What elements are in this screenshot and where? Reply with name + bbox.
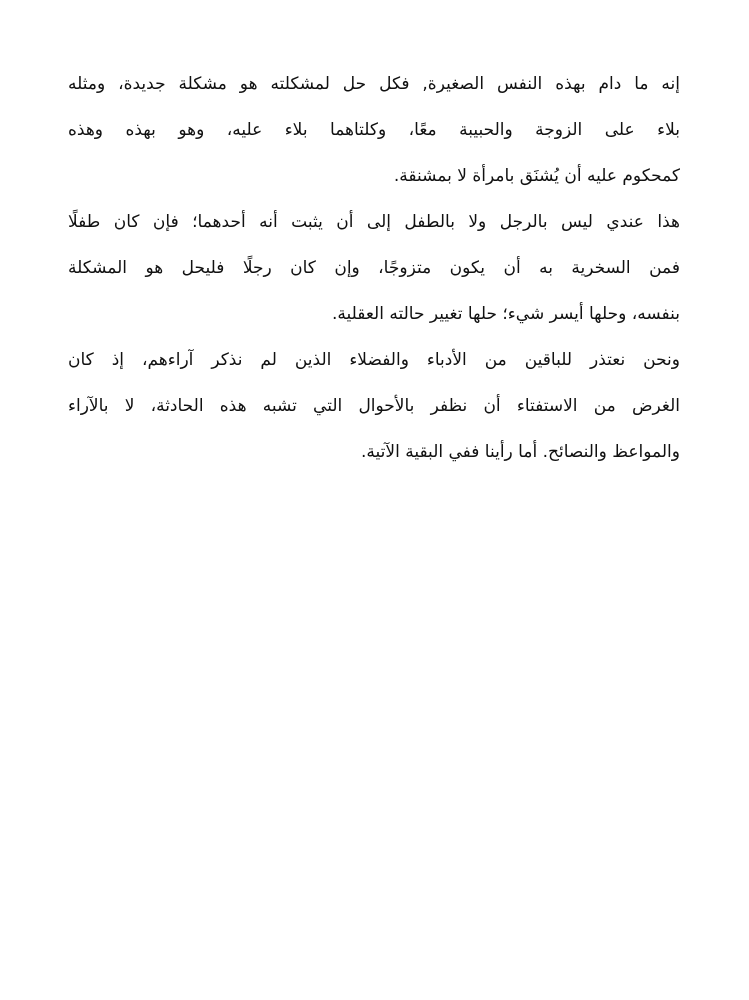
text-line: ونحن نعتذر للباقين من الأدباء والفضلاء الذين لم نذكر آراءهم، إذ كان	[68, 350, 680, 370]
paragraph-3	[68, 337, 680, 475]
text-line: والمواعظ والنصائح. أما رأينا ففي البقية الآتية.	[361, 442, 680, 462]
text-line: هذا عندي ليس بالرجل ولا بالطفل إلى أن يثبت أنه أحدهما؛ فإن كان طفلًا	[68, 212, 680, 232]
text-line: الغرض من الاستفتاء أن نظفر بالأحوال التي تشبه هذه الحادثة، لا بالآراء	[68, 396, 680, 416]
text-line: إنه ما دام بهذه النفس الصغيرة, فكل حل لمشكلته هو مشكلة جديدة، ومثله	[68, 74, 680, 94]
document-body	[68, 61, 680, 475]
text-line: بنفسه، وحلها أيسر شيء؛ حلها تغيير حالته العقلية.	[331, 304, 680, 324]
paragraph-2	[68, 199, 680, 337]
text-line: فمن السخرية به أن يكون متزوجًا، وإن كان رجلًا فليحل هو المشكلة	[68, 258, 680, 278]
paragraph-1	[68, 61, 680, 199]
text-line: كمحكوم عليه أن يُشنَق بامرأة لا بمشنقة.	[393, 166, 680, 186]
text-line: بلاء على الزوجة والحبيبة معًا، وكلتاهما بلاء عليه، وهو بهذه وهذه	[68, 120, 680, 140]
